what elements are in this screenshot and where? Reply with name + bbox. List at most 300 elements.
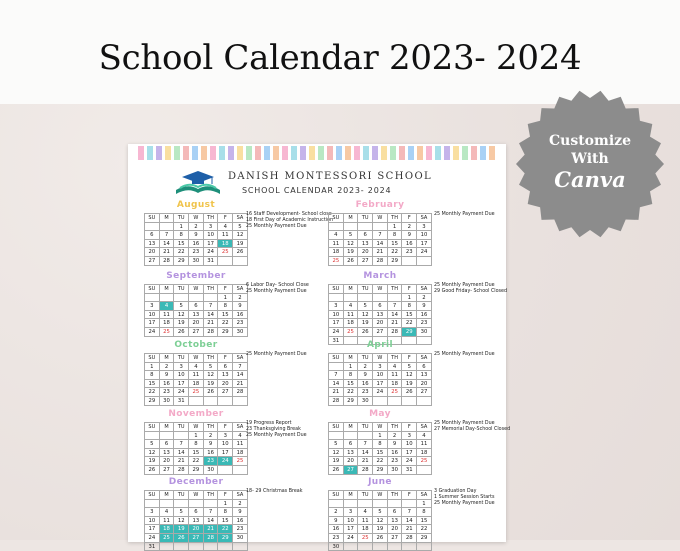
weekday-header: SA: [417, 423, 432, 432]
day-cell: 9: [160, 371, 175, 380]
empty-cell: [402, 397, 417, 406]
day-cell: 14: [373, 240, 388, 249]
day-cell: 9: [329, 517, 344, 526]
stripe-segment: [426, 146, 432, 160]
empty-cell: [160, 500, 175, 509]
day-cell: 8: [402, 302, 417, 311]
note-line: 25 Monthly Payment Due: [246, 432, 307, 438]
empty-cell: [358, 294, 373, 303]
empty-cell: [218, 466, 233, 475]
day-cell: 22: [344, 388, 359, 397]
day-cell: 28: [373, 257, 388, 266]
day-cell: 24: [417, 248, 432, 257]
weekday-header: SU: [145, 491, 160, 500]
day-cell: 14: [233, 371, 248, 380]
stripe-segment: [282, 146, 288, 160]
day-cell: 4: [417, 432, 432, 441]
day-cell: 23: [417, 319, 432, 328]
day-cell: 8: [373, 440, 388, 449]
day-cell: 15: [373, 449, 388, 458]
day-cell: 9: [233, 302, 248, 311]
day-cell: 28: [388, 328, 403, 337]
rainbow-stripe: [138, 146, 498, 160]
day-cell: 22: [402, 319, 417, 328]
day-cell: 31: [402, 466, 417, 475]
day-cell: 28: [402, 534, 417, 543]
day-cell: 3: [373, 363, 388, 372]
day-cell: 28: [233, 388, 248, 397]
day-cell: 7: [388, 302, 403, 311]
day-cell: 26: [373, 534, 388, 543]
weekday-header: F: [402, 423, 417, 432]
weekday-header: SU: [145, 354, 160, 363]
weekday-header: F: [402, 354, 417, 363]
day-cell: 18: [189, 380, 204, 389]
day-cell: 1: [388, 223, 403, 232]
stripe-segment: [408, 146, 414, 160]
day-cell: 14: [174, 449, 189, 458]
weekday-header: SA: [417, 285, 432, 294]
day-cell: 11: [388, 371, 403, 380]
empty-cell: [373, 223, 388, 232]
month-grid: [144, 422, 248, 475]
day-cell: 17: [174, 380, 189, 389]
day-cell: 11: [218, 231, 233, 240]
stripe-segment: [318, 146, 324, 160]
day-cell: 14: [204, 311, 219, 320]
month-grid: [328, 353, 432, 406]
weekday-header: W: [189, 214, 204, 223]
day-cell: 26: [358, 328, 373, 337]
weekday-header: SU: [145, 285, 160, 294]
day-cell: 23: [329, 534, 344, 543]
day-cell: 20: [218, 380, 233, 389]
day-cell: 15: [388, 240, 403, 249]
day-cell: 28: [160, 257, 175, 266]
day-cell: 16: [388, 449, 403, 458]
stripe-segment: [390, 146, 396, 160]
empty-cell: [329, 294, 344, 303]
day-cell: 1: [218, 500, 233, 509]
stripe-segment: [381, 146, 387, 160]
weekday-header: W: [373, 285, 388, 294]
empty-cell: [402, 257, 417, 266]
empty-cell: [189, 397, 204, 406]
day-cell: 17: [373, 380, 388, 389]
day-cell: 16: [233, 311, 248, 320]
stripe-segment: [489, 146, 495, 160]
day-cell: 2: [329, 508, 344, 517]
stripe-segment: [219, 146, 225, 160]
month-notes: [434, 489, 556, 506]
day-cell: 14: [358, 449, 373, 458]
day-cell: 10: [329, 311, 344, 320]
month-grid: [144, 490, 248, 551]
month-december: [144, 477, 248, 551]
empty-cell: [160, 294, 175, 303]
day-cell: 20: [145, 248, 160, 257]
day-cell: 29: [402, 328, 417, 337]
day-cell: 7: [373, 231, 388, 240]
day-cell: 22: [417, 525, 432, 534]
note-line: 25 Monthly Payment Due: [434, 352, 495, 357]
day-cell: 24: [373, 388, 388, 397]
day-cell: 9: [358, 371, 373, 380]
day-cell: 27: [145, 257, 160, 266]
day-cell: 20: [417, 380, 432, 389]
stripe-segment: [228, 146, 234, 160]
stripe-segment: [273, 146, 279, 160]
day-cell: 9: [402, 231, 417, 240]
day-cell: 16: [402, 240, 417, 249]
stripe-segment: [165, 146, 171, 160]
stripe-segment: [138, 146, 144, 160]
note-line: 16 Staff Development- School close: [246, 212, 332, 217]
weekday-header: TU: [174, 491, 189, 500]
weekday-header: F: [218, 354, 233, 363]
month-grid: [144, 284, 248, 337]
empty-cell: [373, 500, 388, 509]
weekday-header: SA: [233, 423, 248, 432]
day-cell: 24: [174, 388, 189, 397]
day-cell: 23: [204, 457, 219, 466]
day-cell: 1: [218, 294, 233, 303]
day-cell: 25: [160, 328, 175, 337]
book-graduation-cap-icon: [172, 168, 224, 198]
day-cell: 26: [233, 248, 248, 257]
day-cell: 10: [204, 231, 219, 240]
note-line: 25 Monthly Payment Due: [434, 283, 495, 288]
stripe-segment: [372, 146, 378, 160]
day-cell: 21: [204, 319, 219, 328]
note-line: 25 Monthly Payment Due: [246, 288, 307, 294]
day-cell: 20: [388, 525, 403, 534]
day-cell: 25: [189, 388, 204, 397]
day-cell: 21: [233, 380, 248, 389]
day-cell: 30: [388, 466, 403, 475]
day-cell: 13: [373, 311, 388, 320]
stripe-segment: [399, 146, 405, 160]
month-notes: [434, 421, 556, 433]
weekday-header: W: [373, 423, 388, 432]
note-line: 3 Graduation Day: [434, 489, 477, 494]
day-cell: 27: [373, 328, 388, 337]
day-cell: 1: [417, 500, 432, 509]
calendar-sheet: [128, 144, 511, 550]
day-cell: 10: [218, 440, 233, 449]
day-cell: 20: [189, 319, 204, 328]
day-cell: 31: [145, 543, 160, 551]
day-cell: 8: [218, 508, 233, 517]
day-cell: 13: [388, 517, 403, 526]
empty-cell: [344, 432, 359, 441]
day-cell: 14: [204, 517, 219, 526]
stripe-segment: [480, 146, 486, 160]
note-line: 27 Memorial Day-School Closed: [434, 426, 511, 432]
empty-cell: [402, 543, 417, 551]
badge-line-canva: Canva: [554, 167, 626, 192]
calendar-subtitle: SCHOOL CALENDAR 2023- 2024: [242, 186, 392, 195]
month-name: May: [369, 409, 391, 419]
day-cell: 20: [160, 457, 175, 466]
weekday-header: W: [189, 354, 204, 363]
day-cell: 24: [344, 534, 359, 543]
weekday-header: TH: [204, 214, 219, 223]
day-cell: 19: [174, 319, 189, 328]
day-cell: 27: [388, 534, 403, 543]
day-cell: 29: [189, 466, 204, 475]
day-cell: 12: [329, 449, 344, 458]
day-cell: 12: [174, 311, 189, 320]
day-cell: 10: [402, 440, 417, 449]
day-cell: 8: [174, 231, 189, 240]
day-cell: 23: [402, 248, 417, 257]
day-cell: 13: [344, 449, 359, 458]
day-cell: 25: [218, 248, 233, 257]
day-cell: 10: [417, 231, 432, 240]
empty-cell: [358, 500, 373, 509]
day-cell: 5: [358, 302, 373, 311]
weekday-header: F: [218, 423, 233, 432]
month-grid: [328, 422, 432, 475]
day-cell: 25: [160, 534, 175, 543]
note-line: 25 Monthly Payment Due: [434, 212, 495, 217]
weekday-header: TH: [204, 423, 219, 432]
weekday-header: W: [373, 354, 388, 363]
weekday-header: F: [402, 491, 417, 500]
day-cell: 1: [145, 363, 160, 372]
day-cell: 5: [174, 508, 189, 517]
day-cell: 11: [189, 371, 204, 380]
day-cell: 24: [402, 457, 417, 466]
day-cell: 20: [358, 248, 373, 257]
day-cell: 1: [344, 363, 359, 372]
month-april: [328, 340, 432, 406]
day-cell: 5: [329, 440, 344, 449]
day-cell: 19: [344, 248, 359, 257]
note-line: 25 Monthly Payment Due: [246, 352, 307, 357]
empty-cell: [344, 543, 359, 551]
note-line: 25 Monthly Payment Due: [434, 421, 495, 426]
stripe-segment: [444, 146, 450, 160]
day-cell: 27: [160, 466, 175, 475]
day-cell: 28: [204, 534, 219, 543]
day-cell: 18: [417, 449, 432, 458]
month-name: December: [168, 477, 224, 487]
weekday-header: TH: [388, 491, 403, 500]
day-cell: 15: [174, 240, 189, 249]
day-cell: 10: [373, 371, 388, 380]
weekday-header: F: [218, 214, 233, 223]
day-cell: 15: [218, 517, 233, 526]
day-cell: 3: [145, 508, 160, 517]
weekday-header: TH: [388, 354, 403, 363]
day-cell: 21: [204, 525, 219, 534]
day-cell: 7: [402, 508, 417, 517]
day-cell: 13: [189, 311, 204, 320]
day-cell: 26: [344, 257, 359, 266]
day-cell: 19: [233, 240, 248, 249]
day-cell: 24: [329, 328, 344, 337]
stripe-segment: [183, 146, 189, 160]
day-cell: 4: [358, 508, 373, 517]
day-cell: 8: [417, 508, 432, 517]
day-cell: 19: [174, 525, 189, 534]
weekday-header: TH: [388, 423, 403, 432]
weekday-header: TU: [358, 423, 373, 432]
day-cell: 19: [204, 380, 219, 389]
day-cell: 30: [233, 328, 248, 337]
day-cell: 22: [145, 388, 160, 397]
stripe-segment: [291, 146, 297, 160]
day-cell: 23: [233, 319, 248, 328]
day-cell: 14: [160, 240, 175, 249]
day-cell: 6: [373, 302, 388, 311]
weekday-header: SU: [329, 214, 344, 223]
day-cell: 29: [417, 534, 432, 543]
day-cell: 6: [358, 231, 373, 240]
day-cell: 16: [160, 380, 175, 389]
day-cell: 4: [189, 363, 204, 372]
day-cell: 15: [189, 449, 204, 458]
day-cell: 17: [344, 525, 359, 534]
day-cell: 21: [373, 248, 388, 257]
month-october: [144, 340, 248, 406]
day-cell: 7: [160, 231, 175, 240]
day-cell: 13: [160, 449, 175, 458]
day-cell: 12: [344, 240, 359, 249]
day-cell: 16: [358, 380, 373, 389]
weekday-header: SA: [417, 491, 432, 500]
weekday-header: SU: [329, 491, 344, 500]
month-notes: [434, 283, 556, 295]
empty-cell: [160, 223, 175, 232]
day-cell: 29: [218, 328, 233, 337]
day-cell: 26: [402, 388, 417, 397]
day-cell: 25: [358, 534, 373, 543]
stripe-segment: [192, 146, 198, 160]
day-cell: 14: [388, 311, 403, 320]
month-name: March: [363, 271, 397, 281]
day-cell: 29: [388, 257, 403, 266]
day-cell: 2: [388, 432, 403, 441]
empty-cell: [233, 543, 248, 551]
day-cell: 23: [189, 248, 204, 257]
day-cell: 22: [218, 525, 233, 534]
note-line: 19 Progress Report: [246, 421, 292, 426]
day-cell: 1: [373, 432, 388, 441]
day-cell: 3: [145, 302, 160, 311]
weekday-header: TH: [204, 285, 219, 294]
day-cell: 13: [145, 240, 160, 249]
empty-cell: [417, 543, 432, 551]
weekday-header: SU: [329, 285, 344, 294]
day-cell: 4: [233, 432, 248, 441]
weekday-header: M: [160, 423, 175, 432]
day-cell: 25: [329, 257, 344, 266]
day-cell: 28: [358, 466, 373, 475]
empty-cell: [145, 432, 160, 441]
month-name: September: [166, 271, 226, 281]
empty-cell: [388, 500, 403, 509]
day-cell: 12: [233, 231, 248, 240]
day-cell: 13: [218, 371, 233, 380]
day-cell: 4: [160, 302, 175, 311]
empty-cell: [388, 543, 403, 551]
day-cell: 21: [329, 388, 344, 397]
day-cell: 2: [160, 363, 175, 372]
day-cell: 24: [204, 248, 219, 257]
month-grid: [328, 213, 432, 266]
day-cell: 26: [174, 328, 189, 337]
stripe-segment: [417, 146, 423, 160]
empty-cell: [189, 543, 204, 551]
month-name: October: [174, 340, 218, 350]
day-cell: 24: [145, 534, 160, 543]
weekday-header: SU: [145, 423, 160, 432]
day-cell: 17: [218, 449, 233, 458]
day-cell: 6: [189, 302, 204, 311]
day-cell: 17: [204, 240, 219, 249]
day-cell: 13: [417, 371, 432, 380]
day-cell: 5: [145, 440, 160, 449]
month-grid: [144, 353, 248, 406]
day-cell: 2: [417, 294, 432, 303]
day-cell: 7: [204, 302, 219, 311]
day-cell: 2: [204, 432, 219, 441]
day-cell: 15: [218, 311, 233, 320]
weekday-header: SA: [417, 214, 432, 223]
day-cell: 3: [344, 508, 359, 517]
day-cell: 18: [344, 319, 359, 328]
weekday-header: M: [344, 491, 359, 500]
day-cell: 22: [218, 319, 233, 328]
day-cell: 24: [145, 328, 160, 337]
empty-cell: [204, 500, 219, 509]
weekday-header: M: [344, 423, 359, 432]
note-line: 23 Thanksgiving Break: [246, 426, 301, 432]
weekday-header: TU: [358, 491, 373, 500]
empty-cell: [218, 397, 233, 406]
day-cell: 18: [233, 449, 248, 458]
day-cell: 6: [417, 363, 432, 372]
day-cell: 19: [402, 380, 417, 389]
day-cell: 3: [402, 432, 417, 441]
weekday-header: F: [402, 285, 417, 294]
month-name: November: [168, 409, 224, 419]
school-name: DANISH MONTESSORI SCHOOL: [228, 171, 433, 182]
weekday-header: SA: [233, 354, 248, 363]
day-cell: 11: [329, 240, 344, 249]
stripe-segment: [462, 146, 468, 160]
page-headline: School Calendar 2023- 2024: [98, 38, 582, 78]
day-cell: 16: [329, 525, 344, 534]
day-cell: 4: [388, 363, 403, 372]
day-cell: 5: [373, 508, 388, 517]
weekday-header: F: [402, 214, 417, 223]
empty-cell: [204, 543, 219, 551]
day-cell: 15: [402, 311, 417, 320]
day-cell: 16: [417, 311, 432, 320]
day-cell: 19: [358, 319, 373, 328]
month-february: [328, 200, 432, 266]
empty-cell: [417, 466, 432, 475]
month-august: [144, 200, 248, 266]
empty-cell: [189, 500, 204, 509]
day-cell: 20: [373, 319, 388, 328]
note-line: 6 Labor Day- School Close: [246, 283, 309, 288]
day-cell: 18: [218, 240, 233, 249]
